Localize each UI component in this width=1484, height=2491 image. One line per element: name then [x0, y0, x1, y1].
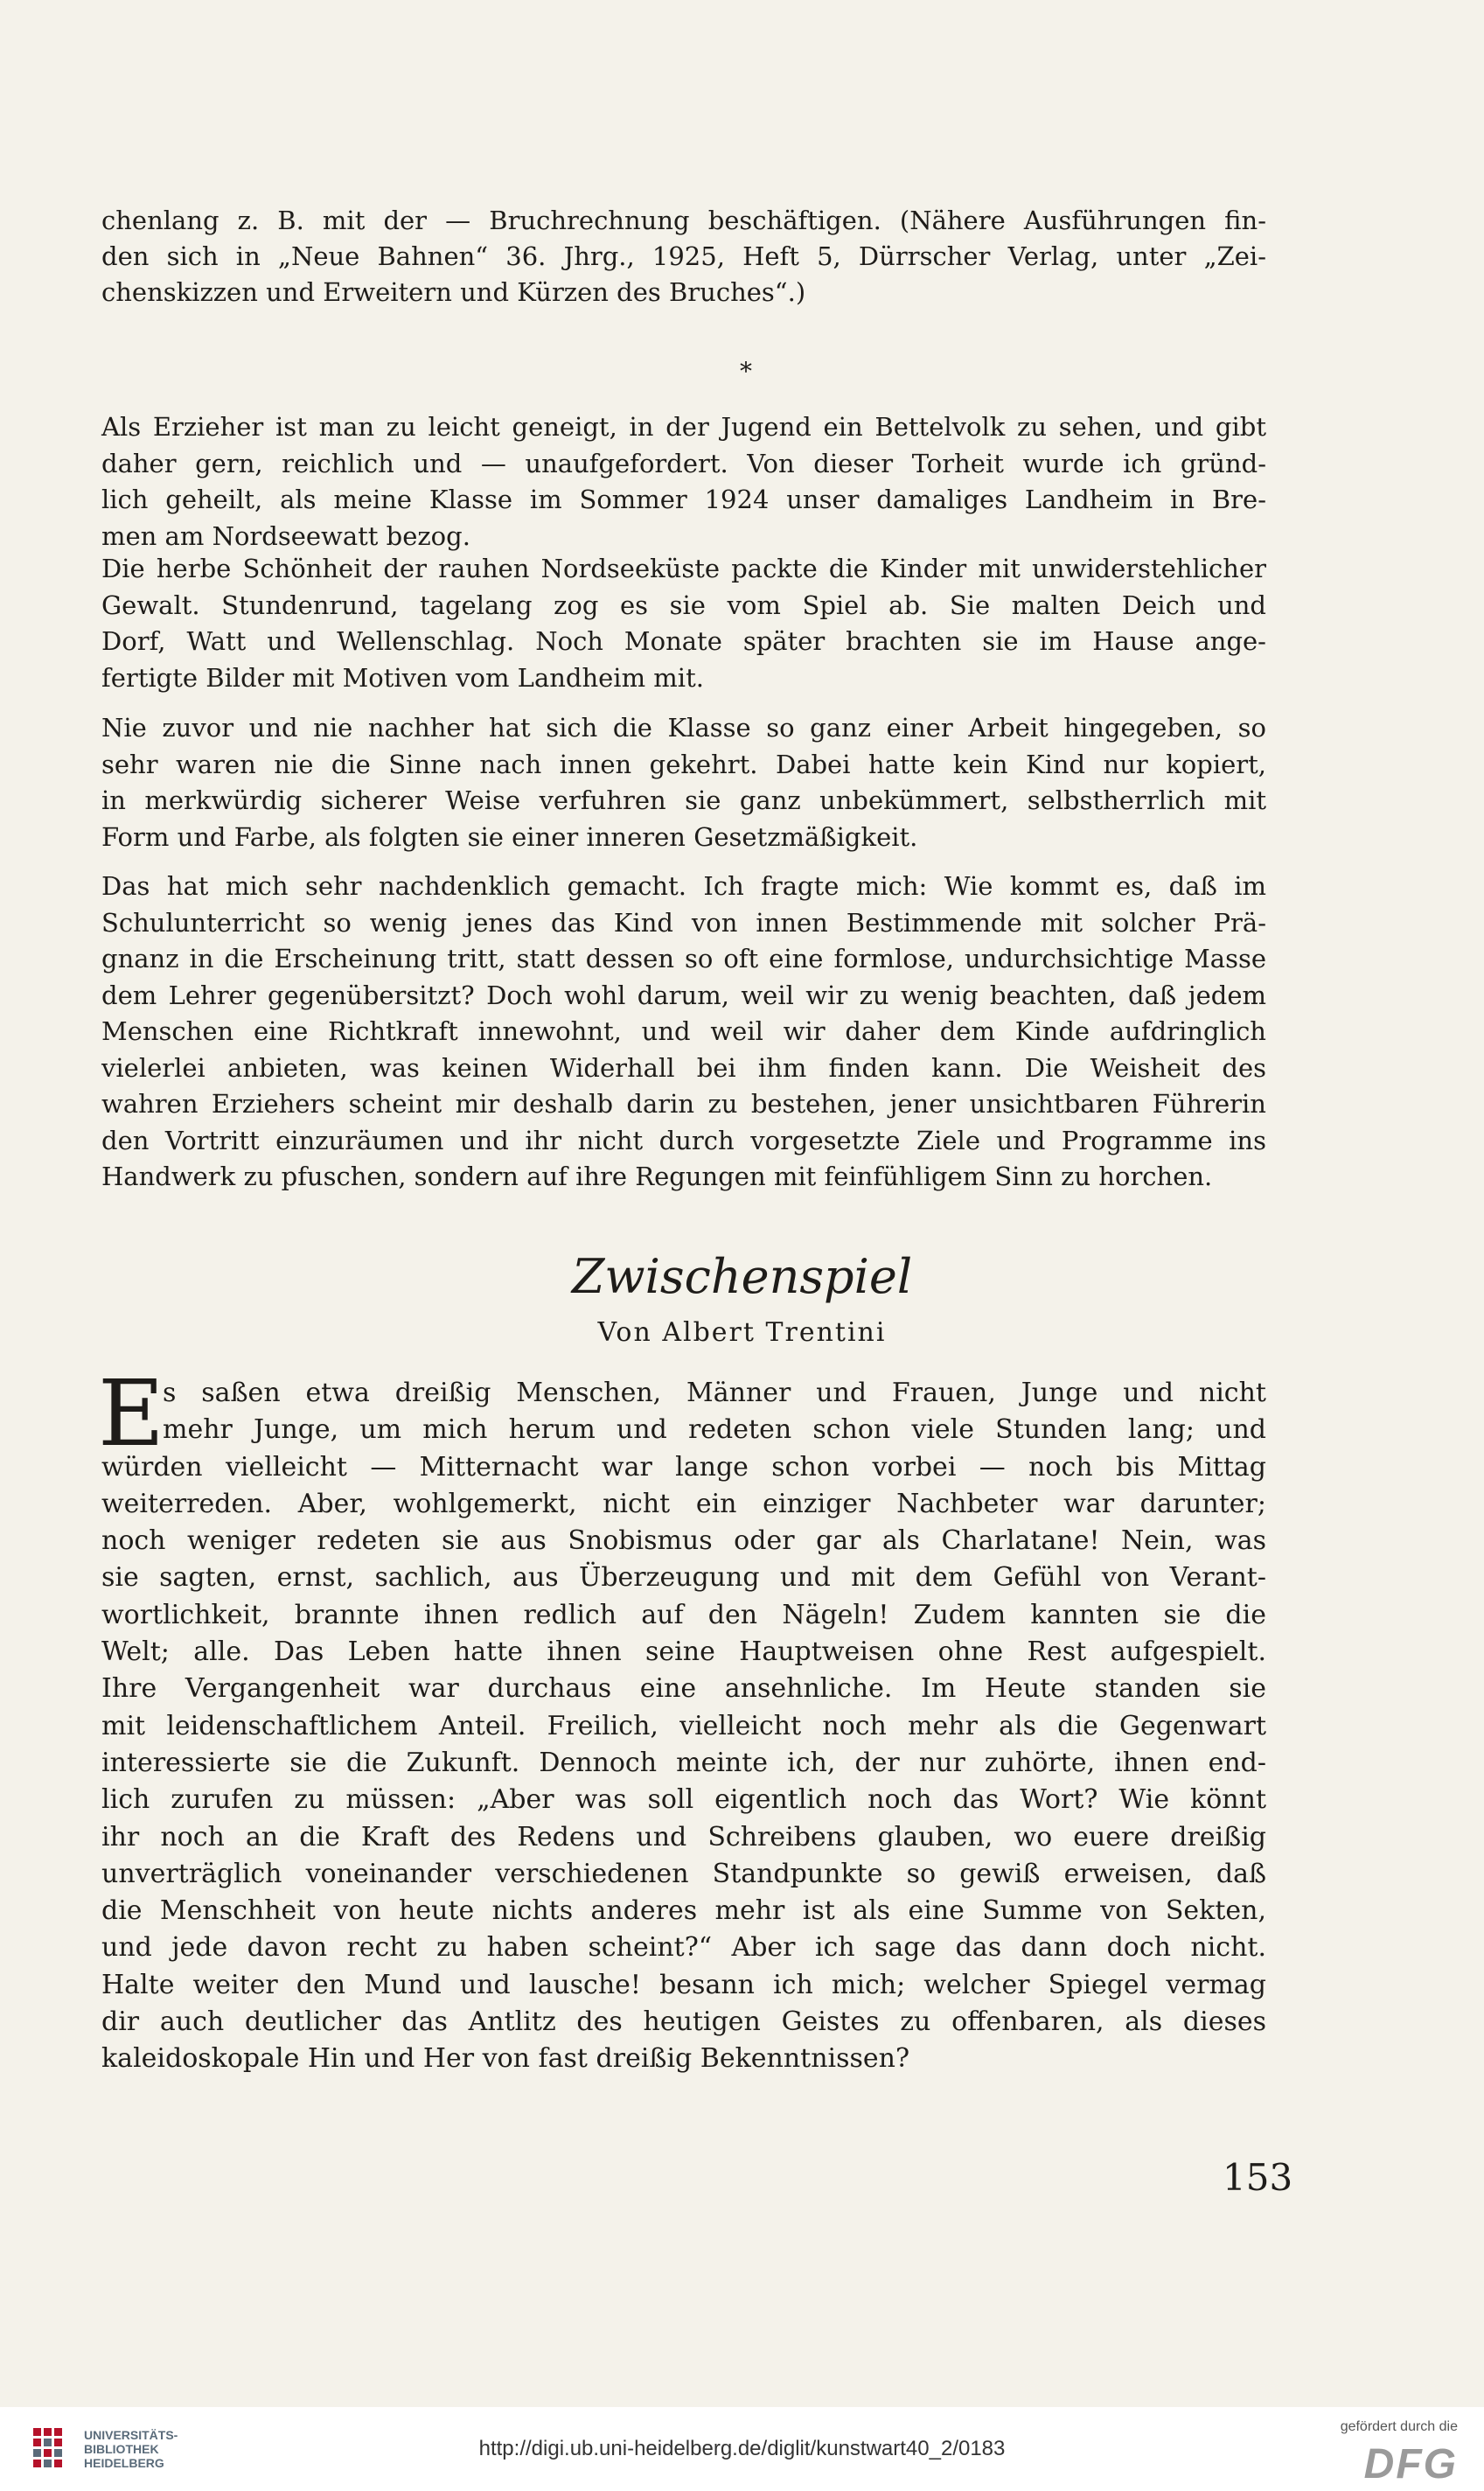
text-line: sie sagten, ernst, sachlich, aus Überzeugung und mit dem Gefühl von Verant-: [101, 1562, 1266, 1594]
text-line: Ihre Vergangenheit war durchaus eine ansehnliche. Im Heute standen sie: [101, 1673, 1266, 1705]
text-line: Die herbe Schönheit der rauhen Nordseeküste packte die Kinder mit unwiderstehlicher: [101, 554, 1266, 583]
text-line: den Vortritt einzuräumen und ihr nicht durch vorgesetzte Ziele und Programme ins: [101, 1125, 1266, 1155]
text-line: kaleidoskopale Hin und Her von fast dreißig Bekenntnissen?: [101, 2043, 910, 2075]
text-line: chenskizzen und Erweitern und Kürzen des Bruches“.): [101, 277, 806, 307]
text-line: men am Nordseewatt bezog.: [101, 520, 470, 551]
text-line: würden vielleicht — Mitternacht war lange schon vorbei — noch bis Mittag: [101, 1451, 1266, 1483]
text-line: dir auch deutlicher das Antlitz des heutigen Geistes zu offenbaren, als dieses: [101, 2006, 1266, 2038]
text-line: Handwerk zu pfuschen, sondern auf ihre Regungen mit feinfühligem Sinn zu horchen.: [101, 1162, 1213, 1191]
text-line: und jede davon recht zu haben scheint?“ Aber ich sage das dann doch nicht.: [101, 1932, 1266, 1964]
paragraph-continuation: [101, 203, 1266, 311]
text-line: Dorf, Watt und Wellenschlag. Noch Monate später brachten sie im Hause ange-: [101, 626, 1266, 656]
text-line: in merkwürdig sicherer Weise verfuhren sie ganz unbekümmert, selbstherrlich mit: [101, 785, 1266, 815]
text-line: die Menschheit von heute nichts anderes mehr ist als eine Summe von Sekten,: [101, 1895, 1266, 1927]
text-line: wahren Erziehers scheint mir deshalb darin zu bestehen, jener unsichtbaren Führerin: [101, 1089, 1266, 1119]
viewer-footer: [0, 2407, 1484, 2491]
drop-cap: E: [98, 1360, 164, 1467]
text-line: mehr Junge, um mich herum und redeten schon viele Stunden lang; und: [163, 1414, 1266, 1446]
institution-line: BIBLIOTHEK: [84, 2442, 159, 2456]
article-title: Zwischenspiel: [571, 1249, 913, 1304]
text-line: Als Erzieher ist man zu leicht geneigt, in der Jugend ein Bettelvolk zu sehen, und gibt: [101, 412, 1266, 442]
funding-label: gefördert durch die: [1340, 2419, 1458, 2434]
text-line: noch weniger redeten sie aus Snobismus oder gar als Charlatane! Nein, was: [101, 1525, 1266, 1557]
text-line: lich zurufen zu müssen: „Aber was soll eigentlich noch das Wort? Wie könnt: [101, 1784, 1266, 1816]
text-line: Das hat mich sehr nachdenklich gemacht. Ich fragte mich: Wie kommt es, daß im: [101, 871, 1266, 901]
story-body: [101, 1375, 1266, 2078]
text-line: weiterreden. Aber, wohlgemerkt, nicht ein einziger Nachbeter war darunter;: [101, 1488, 1266, 1519]
text-line: daher gern, reichlich und — unaufgefordert. Von dieser Torheit wurde ich gründ-: [101, 448, 1266, 478]
text-line: chenlang z. B. mit der — Bruchrechnung beschäftigen. (Nähere Ausführungen fin-: [101, 206, 1266, 235]
text-line: Gewalt. Stundenrund, tagelang zog es sie vom Spiel ab. Sie malten Deich und: [101, 590, 1266, 620]
text-line: ihr noch an die Kraft des Redens und Schreibens glauben, wo euere dreißig: [101, 1821, 1266, 1853]
text-line: Halte weiter den Mund und lausche! besann ich mich; welcher Spiegel vermag: [101, 1969, 1266, 2000]
text-line: Nie zuvor und nie nachher hat sich die Klasse so ganz einer Arbeit hingegeben, so: [101, 713, 1266, 743]
text-line: interessierte sie die Zukunft. Dennoch meinte ich, der nur zuhörte, ihnen end-: [101, 1747, 1266, 1778]
page-url-link[interactable]: http://digi.ub.uni-heidelberg.de/diglit/kunstwart40_2/0183: [478, 2437, 1006, 2460]
text-line: gnanz in die Erscheinung tritt, statt dessen so oft eine formlose, undurchsichtige Masse: [101, 944, 1266, 973]
paragraph-educator: [101, 409, 1266, 555]
paragraph-north-sea: [101, 551, 1266, 696]
text-line: vielerlei anbieten, was keinen Widerhall bei ihm finden kann. Die Weisheit des: [101, 1052, 1266, 1083]
text-line: den sich in „Neue Bahnen“ 36. Jhrg., 1925, Heft 5, Dürrscher Verlag, unter „Zei-: [101, 241, 1266, 271]
text-line: fertigte Bilder mit Motiven vom Landheim mit.: [101, 662, 704, 693]
institution-line: HEIDELBERG: [84, 2456, 164, 2470]
paragraph-never-before: [101, 710, 1266, 855]
text-line: sehr waren nie die Sinne nach innen gekehrt. Dabei hatte kein Kind nur kopiert,: [101, 749, 1266, 779]
text-line: Menschen eine Richtkraft innewohnt, und weil wir daher dem Kinde aufdringlich: [101, 1016, 1266, 1046]
text-line: dem Lehrer gegenübersitzt? Doch wohl darum, weil wir zu wenig beachten, daß jedem: [101, 980, 1266, 1010]
text-line: wortlichkeit, brannte ihnen redlich auf den Nägeln! Zudem kannten sie die: [101, 1599, 1266, 1630]
text-line: mit leidenschaftlichem Anteil. Freilich, vielleicht noch mehr als die Gegenwart: [101, 1710, 1266, 1741]
dfg-logo: DFG: [1363, 2441, 1458, 2488]
section-separator-asterisk: *: [740, 357, 752, 386]
institution-line: UNIVERSITÄTS-: [84, 2428, 178, 2442]
article-byline: Von Albert Trentini: [597, 1317, 887, 1348]
paragraph-reflection: [101, 869, 1266, 1196]
text-line: s saßen etwa dreißig Menschen, Männer und Frauen, Junge und nicht: [163, 1378, 1266, 1408]
text-line: Welt; alle. Das Leben hatte ihnen seine Hauptweisen ohne Rest aufgespielt.: [101, 1636, 1266, 1668]
text-line: lich geheilt, als meine Klasse im Sommer 1924 unser damaliges Landheim in Bre-: [101, 485, 1266, 514]
text-line: unverträglich voneinander verschiedenen Standpunkte so gewiß erweisen, daß: [101, 1858, 1266, 1889]
page-number: 153: [1223, 2156, 1293, 2199]
text-line: Schulunterricht so wenig jenes das Kind von innen Bestimmende mit solcher Prä-: [101, 907, 1266, 938]
text-line: Form und Farbe, als folgten sie einer inneren Gesetzmäßigkeit.: [101, 821, 918, 852]
